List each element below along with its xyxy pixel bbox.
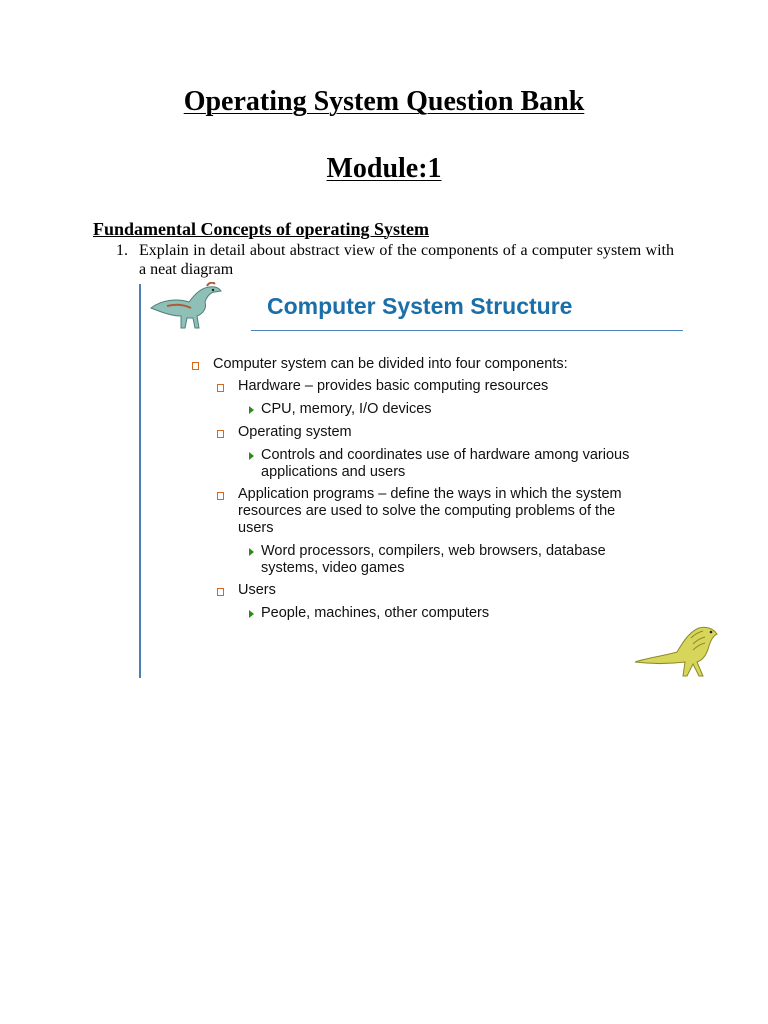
square-bullet-icon — [217, 492, 224, 500]
question-item — [116, 241, 674, 279]
square-bullet-icon — [217, 384, 224, 392]
square-bullet-icon — [192, 362, 199, 370]
question-text: Explain in detail about abstract view of the components of a computer system with a neat diagram — [139, 242, 674, 278]
slide-title-rule — [251, 330, 683, 331]
square-bullet-icon — [217, 588, 224, 596]
bullet-apps: Application programs – define the ways in which the system resources are used to solve the computing problems of the users — [238, 486, 622, 536]
dinosaur-icon — [633, 618, 719, 678]
document-title: Operating System Question Bank — [183, 86, 585, 117]
triangle-bullet-icon — [249, 406, 254, 414]
bullet-os-detail: Controls and coordinates use of hardware among various applications and users — [261, 447, 630, 480]
bullet-users-detail: People, machines, other computers — [261, 605, 490, 621]
bullet-os: Operating system — [238, 424, 352, 440]
module-title: Module:1 — [326, 153, 442, 184]
slide-diagram — [139, 282, 719, 680]
section-heading: Fundamental Concepts of operating System — [93, 219, 429, 239]
dinosaur-icon — [147, 282, 229, 332]
triangle-bullet-icon — [249, 548, 254, 556]
bullet-users: Users — [238, 582, 276, 598]
bullet-intro: Computer system can be divided into four components: — [213, 356, 568, 372]
triangle-bullet-icon — [249, 452, 254, 460]
bullet-hardware: Hardware – provides basic computing resources — [238, 378, 549, 394]
bullet-hardware-detail: CPU, memory, I/O devices — [261, 401, 432, 417]
square-bullet-icon — [217, 430, 224, 438]
triangle-bullet-icon — [249, 610, 254, 618]
question-number: 1. — [116, 242, 128, 259]
bullet-apps-detail: Word processors, compilers, web browsers, database systems, video games — [261, 543, 606, 576]
slide-left-rule — [139, 284, 141, 678]
slide-title: Computer System Structure — [267, 293, 573, 319]
